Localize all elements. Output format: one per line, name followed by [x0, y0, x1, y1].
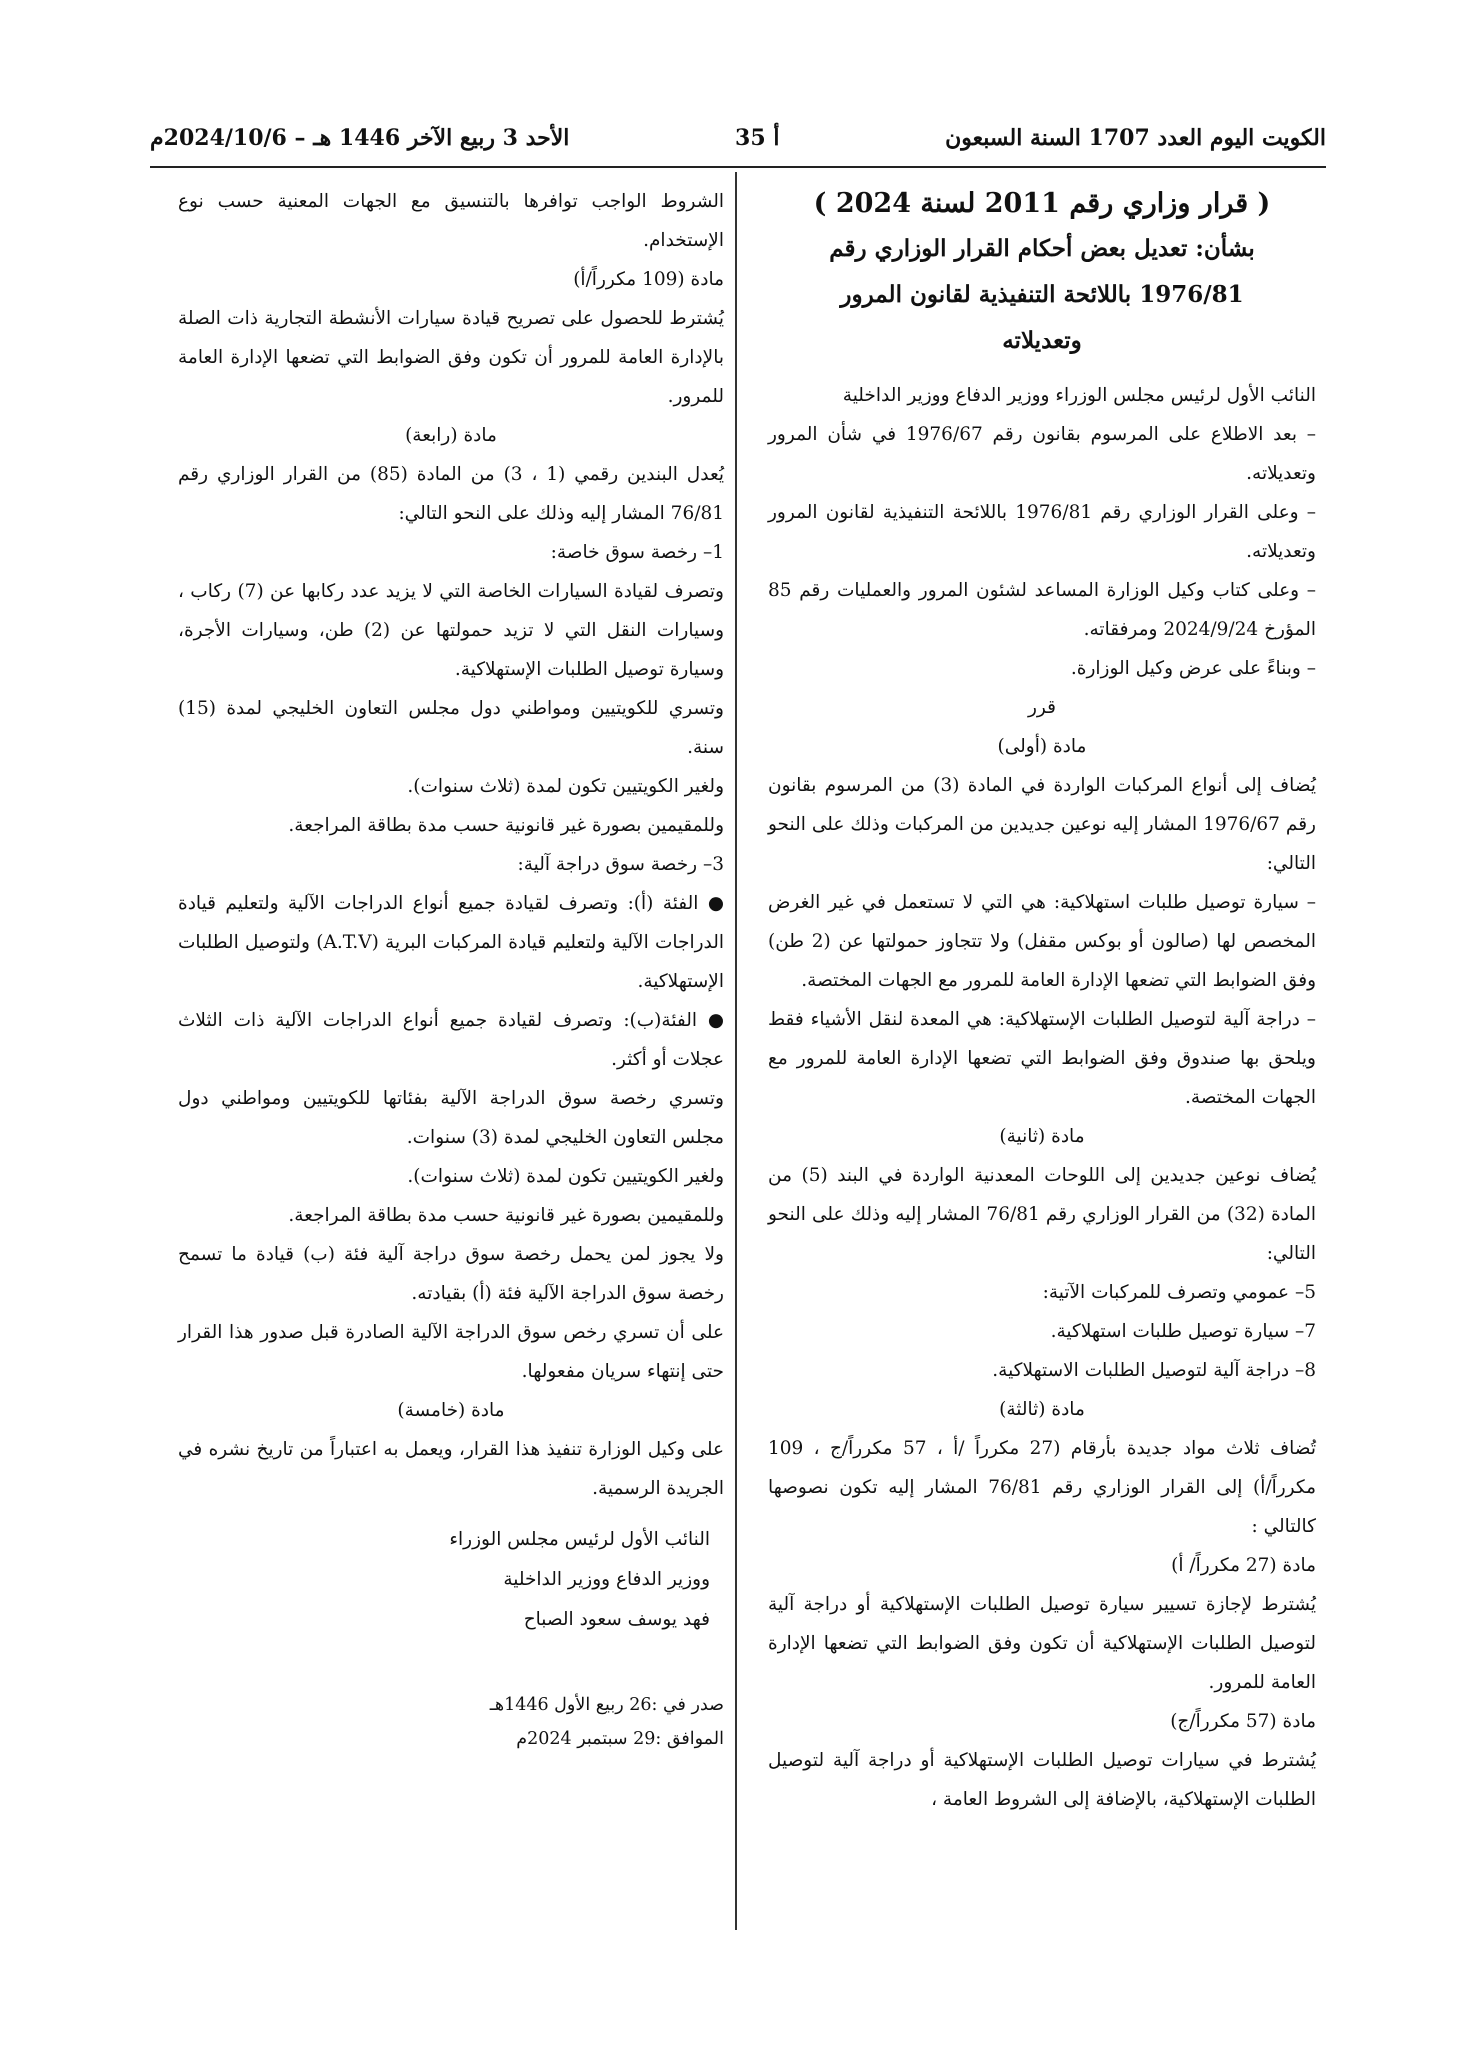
- article-3-heading: مادة (ثالثة): [999, 1399, 1085, 1420]
- article-109-text: يُشترط للحصول على تصريح قيادة سيارات الأنشطة التجارية ذات الصلة بالإدارة العامة للمرور أن تكون وفق الضوابط التي تضعها الإدارة العامة للمرور.: [178, 308, 724, 407]
- decree-subject-line-1: بشأن: تعديل بعض أحكام القرار الوزاري رقم: [829, 235, 1255, 262]
- article-57-heading: مادة (57 مكرراً/ج): [1170, 1711, 1316, 1732]
- article-2-text: يُضاف نوعين جديدين إلى اللوحات المعدنية الواردة في البند (5) من المادة (32) من القرار الوزاري رقم 76/81 المشار إليه وذلك على النحو التالي:: [768, 1165, 1317, 1264]
- article-2-item-5: 5– عمومي وتصرف للمركبات الآتية:: [1042, 1282, 1316, 1303]
- item-1-heading: 1– رخصة سوق خاصة:: [550, 542, 724, 563]
- article-2-item-8: 8– دراجة آلية لتوصيل الطلبات الاستهلاكية.: [992, 1360, 1316, 1381]
- header-date: الأحد 3 ربيع الآخر 1446 هـ – 2024/10/6م: [150, 125, 570, 151]
- article-1-text: يُضاف إلى أنواع المركبات الواردة في المادة (3) من المرسوم بقانون رقم 1976/67 المشار إليه نوعين جديدين من المركبات وذلك على النحو التالي:: [768, 775, 1317, 874]
- article-4-heading: مادة (رابعة): [405, 425, 497, 446]
- recital-2: – وعلى القرار الوزاري رقم 1976/81 باللائحة التنفيذية لقانون المرور وتعديلاته.: [768, 502, 1317, 562]
- item-3-validity: وتسري رخصة سوق الدراجة الآلية بفئاتها للكويتيين ومواطني دول مجلس التعاون الخليجي لمدة (3) سنوات.: [178, 1088, 724, 1148]
- header-rule: [150, 166, 1326, 168]
- article-2-item-7: 7– سيارة توصيل طلبات استهلاكية.: [1050, 1321, 1316, 1342]
- column-divider: [735, 172, 737, 1930]
- item-3-category-a: ● الفئة (أ): وتصرف لقيادة جميع أنواع الدراجات الآلية ولتعليم قيادة الدراجات الآلية ولتعليم قيادة المركبات البرية (A.T.V) ولتوصيل الطلبات الإستهلاكية.: [178, 893, 725, 992]
- article-109-heading: مادة (109 مكرراً/أ): [573, 269, 724, 290]
- article-3-text: تُضاف ثلاث مواد جديدة بأرقام (27 مكرراً /أ ، 57 مكرراً/ج ، 109 مكرراً/أ) إلى القرار الوزاري رقم 76/81 المشار إليه تكون نصوصها كالتالي :: [768, 1438, 1316, 1537]
- item-1-validity: وتسري للكويتيين ومواطني دول مجلس التعاون الخليجي لمدة (15) سنة.: [178, 698, 724, 758]
- item-3-heading: 3– رخصة سوق دراجة آلية:: [517, 854, 724, 875]
- page-header: [150, 118, 1326, 158]
- article-57-continued: الشروط الواجب توافرها بالتنسيق مع الجهات المعنية حسب نوع الإستخدام.: [178, 191, 724, 251]
- recital-1: – بعد الاطلاع على المرسوم بقانون رقم 1976/67 في شأن المرور وتعديلاته.: [768, 424, 1316, 484]
- spacer: [178, 1508, 724, 1520]
- article-57-text: يُشترط في سيارات توصيل الطلبات الإستهلاكية أو دراجة آلية لتوصيل الطلبات الإستهلاكية، بالإضافة إلى الشروط العامة ،: [768, 1750, 1316, 1810]
- item-3-non-kuwaiti: ولغير الكويتيين تكون لمدة (ثلاث سنوات).: [407, 1166, 724, 1187]
- article-1-item-bike: – دراجة آلية لتوصيل الطلبات الإستهلاكية: هي المعدة لنقل الأشياء فقط ويلحق بها صندوق وفق الضوابط التي تضعها الإدارة العامة للمرور مع الجهات المختصة.: [768, 1009, 1316, 1108]
- header-page-number: أ 35: [735, 125, 780, 151]
- recital-3: – وعلى كتاب وكيل الوزارة المساعد لشئون المرور والعمليات رقم 85 المؤرخ 2024/9/24 ومرفقاته.: [768, 580, 1316, 640]
- item-3-category-b: ● الفئة(ب): وتصرف لقيادة جميع أنواع الدراجات الآلية ذات الثلاث عجلات أو أكثر.: [178, 1010, 724, 1070]
- signatory-name: فهد يوسف سعود الصباح: [523, 1609, 710, 1630]
- item-1-text: وتصرف لقيادة السيارات الخاصة التي لا يزيد عدد ركابها عن (7) ركاب ، وسيارات النقل التي لا تزيد حمولتها عن (2) طن، وسيارات الأجرة، وسيارة توصيل الطلبات الإستهلاكية.: [178, 581, 725, 680]
- article-27-text: يُشترط لإجازة تسيير سيارة توصيل الطلبات الإستهلاكية أو دراجة آلية لتوصيل الطلبات الإستهلاكية أن تكون وفق الضوابط التي تضعها الإدارة العامة للمرور.: [768, 1594, 1316, 1693]
- article-4-text: يُعدل البندين رقمي (1 ، 3) من المادة (85) من القرار الوزاري رقم 76/81 المشار إليه وذلك على النحو التالي:: [178, 464, 725, 524]
- decided-heading: قرر: [1028, 697, 1056, 718]
- item-3-residents: وللمقيمين بصورة غير قانونية حسب مدة بطاقة المراجعة.: [288, 1205, 724, 1226]
- article-1-heading: مادة (أولى): [997, 736, 1087, 757]
- left-column: [178, 182, 724, 1756]
- issuer-line: النائب الأول لرئيس مجلس الوزراء ووزير الدفاع ووزير الداخلية: [842, 385, 1316, 406]
- item-3-note: ولا يجوز لمن يحمل رخصة سوق دراجة آلية فئة (ب) قيادة ما تسمح رخصة سوق الدراجة الآلية فئة (أ) بقيادته.: [178, 1244, 724, 1304]
- item-3-transition: على أن تسري رخص سوق الدراجة الآلية الصادرة قبل صدور هذا القرار حتى إنتهاء سريان مفعولها.: [178, 1322, 724, 1382]
- spacer: [768, 364, 1316, 376]
- decree-subject-line-3: وتعديلاته: [1002, 327, 1082, 354]
- spacer: [178, 1640, 724, 1688]
- signatory-title-2: ووزير الدفاع ووزير الداخلية: [503, 1569, 710, 1590]
- issued-date-gregorian: الموافق :29 سبتمبر 2024م: [516, 1729, 724, 1749]
- right-column: [768, 182, 1316, 1819]
- decree-subject-line-2: 1976/81 باللائحة التنفيذية لقانون المرور: [840, 281, 1244, 308]
- article-5-text: على وكيل الوزارة تنفيذ هذا القرار، ويعمل به اعتباراً من تاريخ نشره في الجريدة الرسمية.: [178, 1439, 724, 1499]
- issued-date-hijri: صدر في :26 ربيع الأول 1446هـ: [489, 1695, 724, 1715]
- article-5-heading: مادة (خامسة): [397, 1400, 505, 1421]
- signatory-title-1: النائب الأول لرئيس مجلس الوزراء: [449, 1529, 710, 1550]
- article-1-item-car: – سيارة توصيل طلبات استهلاكية: هي التي لا تستعمل في غير الغرض المخصص لها (صالون أو بوكس مقفل) ولا تتجاوز حمولتها عن (2 طن) وفق الضوابط التي تضعها الإدارة العامة للمرور مع الجهات المختصة.: [768, 892, 1317, 991]
- decree-title: ( قرار وزاري رقم 2011 لسنة 2024 ): [813, 188, 1271, 219]
- item-1-residents: وللمقيمين بصورة غير قانونية حسب مدة بطاقة المراجعة.: [288, 815, 724, 836]
- article-27-heading: مادة (27 مكرراً/ أ): [1171, 1555, 1316, 1576]
- article-2-heading: مادة (ثانية): [999, 1126, 1085, 1147]
- recital-4: – وبناءً على عرض وكيل الوزارة.: [1070, 658, 1316, 679]
- item-1-non-kuwaiti: ولغير الكويتيين تكون لمدة (ثلاث سنوات).: [407, 776, 724, 797]
- header-issue-info: الكويت اليوم العدد 1707 السنة السبعون: [945, 125, 1326, 151]
